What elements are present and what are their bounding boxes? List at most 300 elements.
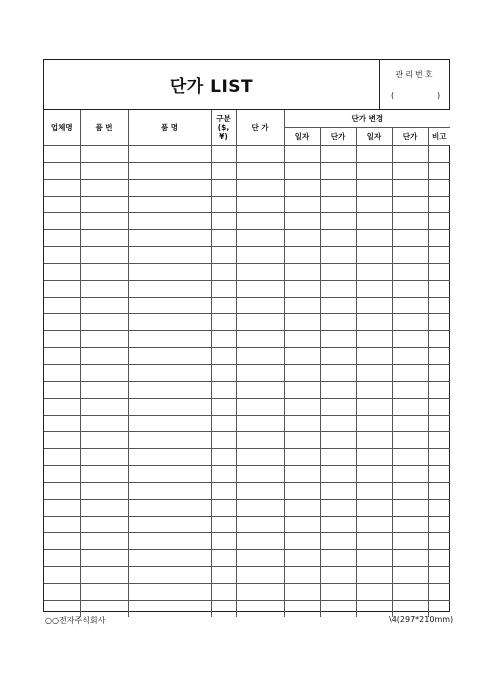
table-cell[interactable] <box>284 398 320 415</box>
table-cell[interactable] <box>128 331 211 348</box>
table-cell[interactable] <box>392 466 428 483</box>
table-cell[interactable] <box>211 263 236 280</box>
table-cell[interactable] <box>392 567 428 584</box>
table-cell[interactable] <box>428 179 450 196</box>
table-cell[interactable] <box>236 162 284 179</box>
table-cell[interactable] <box>428 348 450 365</box>
table-cell[interactable] <box>284 449 320 466</box>
table-cell[interactable] <box>320 499 356 516</box>
table-cell[interactable] <box>236 381 284 398</box>
table-cell[interactable] <box>320 449 356 466</box>
table-cell[interactable] <box>428 331 450 348</box>
table-cell[interactable] <box>356 314 392 331</box>
table-cell[interactable] <box>128 179 211 196</box>
table-cell[interactable] <box>320 230 356 247</box>
table-cell[interactable] <box>284 482 320 499</box>
table-cell[interactable] <box>284 466 320 483</box>
table-row <box>44 297 450 314</box>
table-cell[interactable] <box>211 331 236 348</box>
table-cell[interactable] <box>80 466 128 483</box>
table-cell[interactable] <box>392 449 428 466</box>
table-cell[interactable] <box>236 415 284 432</box>
table-cell[interactable] <box>211 499 236 516</box>
table-cell[interactable] <box>320 533 356 550</box>
table-cell[interactable] <box>128 348 211 365</box>
table-cell[interactable] <box>428 280 450 297</box>
table-cell[interactable] <box>236 314 284 331</box>
table-cell[interactable] <box>236 466 284 483</box>
table-cell[interactable] <box>128 583 211 600</box>
table-cell[interactable] <box>128 213 211 230</box>
table-row <box>44 314 450 331</box>
table-cell[interactable] <box>44 364 80 381</box>
table-cell[interactable] <box>211 432 236 449</box>
table-cell[interactable] <box>320 331 356 348</box>
table-cell[interactable] <box>44 213 80 230</box>
table-cell[interactable] <box>392 348 428 365</box>
table-cell[interactable] <box>128 280 211 297</box>
table-cell[interactable] <box>44 179 80 196</box>
table-cell[interactable] <box>428 583 450 600</box>
table-cell[interactable] <box>392 432 428 449</box>
table-cell[interactable] <box>236 297 284 314</box>
table-cell[interactable] <box>80 567 128 584</box>
table-cell[interactable] <box>128 449 211 466</box>
table-cell[interactable] <box>211 449 236 466</box>
table-cell[interactable] <box>284 499 320 516</box>
table-cell[interactable] <box>356 213 392 230</box>
table-cell[interactable] <box>320 600 356 616</box>
table-cell[interactable] <box>392 213 428 230</box>
table-cell[interactable] <box>44 398 80 415</box>
table-cell[interactable] <box>80 482 128 499</box>
table-cell[interactable] <box>211 533 236 550</box>
table-cell[interactable] <box>211 297 236 314</box>
table-cell[interactable] <box>284 432 320 449</box>
table-cell[interactable] <box>392 381 428 398</box>
table-cell[interactable] <box>80 364 128 381</box>
table-cell[interactable] <box>284 146 320 163</box>
table-cell[interactable] <box>356 280 392 297</box>
price-table-body <box>44 146 450 617</box>
table-cell[interactable] <box>320 179 356 196</box>
table-cell[interactable] <box>128 415 211 432</box>
table-cell[interactable] <box>284 567 320 584</box>
table-cell[interactable] <box>320 482 356 499</box>
table-cell[interactable] <box>80 230 128 247</box>
table-cell[interactable] <box>128 499 211 516</box>
table-cell[interactable] <box>128 550 211 567</box>
table-cell[interactable] <box>428 533 450 550</box>
table-cell[interactable] <box>392 280 428 297</box>
table-cell[interactable] <box>236 516 284 533</box>
table-cell[interactable] <box>320 297 356 314</box>
table-cell[interactable] <box>356 230 392 247</box>
table-cell[interactable] <box>356 550 392 567</box>
table-cell[interactable] <box>428 196 450 213</box>
table-cell[interactable] <box>80 162 128 179</box>
table-cell[interactable] <box>284 348 320 365</box>
table-cell[interactable] <box>128 146 211 163</box>
table-cell[interactable] <box>44 482 80 499</box>
table-cell[interactable] <box>428 381 450 398</box>
table-cell[interactable] <box>211 466 236 483</box>
table-cell[interactable] <box>356 600 392 616</box>
table-cell[interactable] <box>44 415 80 432</box>
table-cell[interactable] <box>236 364 284 381</box>
table-cell[interactable] <box>356 583 392 600</box>
table-cell[interactable] <box>320 213 356 230</box>
table-cell[interactable] <box>284 550 320 567</box>
table-row <box>44 179 450 196</box>
table-cell[interactable] <box>428 550 450 567</box>
table-cell[interactable] <box>80 196 128 213</box>
table-cell[interactable] <box>428 263 450 280</box>
table-cell[interactable] <box>44 516 80 533</box>
table-cell[interactable] <box>128 263 211 280</box>
table-cell[interactable] <box>80 146 128 163</box>
table-cell[interactable] <box>236 583 284 600</box>
table-cell[interactable] <box>284 247 320 264</box>
table-cell[interactable] <box>392 314 428 331</box>
table-cell[interactable] <box>320 466 356 483</box>
table-cell[interactable] <box>236 247 284 264</box>
table-cell[interactable] <box>392 516 428 533</box>
table-cell[interactable] <box>80 432 128 449</box>
table-row <box>44 516 450 533</box>
table-cell[interactable] <box>284 331 320 348</box>
table-cell[interactable] <box>428 432 450 449</box>
table-cell[interactable] <box>236 550 284 567</box>
table-cell[interactable] <box>211 348 236 365</box>
table-cell[interactable] <box>44 162 80 179</box>
table-cell[interactable] <box>356 398 392 415</box>
table-row <box>44 280 450 297</box>
table-cell[interactable] <box>320 432 356 449</box>
table-cell[interactable] <box>428 567 450 584</box>
table-cell[interactable] <box>80 533 128 550</box>
table-cell[interactable] <box>128 297 211 314</box>
table-row <box>44 348 450 365</box>
table-cell[interactable] <box>236 533 284 550</box>
table-cell[interactable] <box>211 146 236 163</box>
table-cell[interactable] <box>80 213 128 230</box>
table-cell[interactable] <box>320 162 356 179</box>
table-cell[interactable] <box>44 550 80 567</box>
table-cell[interactable] <box>356 162 392 179</box>
table-cell[interactable] <box>428 213 450 230</box>
table-cell[interactable] <box>80 516 128 533</box>
table-cell[interactable] <box>320 516 356 533</box>
table-cell[interactable] <box>356 196 392 213</box>
table-cell[interactable] <box>320 146 356 163</box>
table-cell[interactable] <box>80 348 128 365</box>
table-cell[interactable] <box>236 263 284 280</box>
table-cell[interactable] <box>236 567 284 584</box>
table-cell[interactable] <box>392 398 428 415</box>
table-cell[interactable] <box>428 364 450 381</box>
table-cell[interactable] <box>356 415 392 432</box>
table-cell[interactable] <box>44 230 80 247</box>
table-cell[interactable] <box>392 162 428 179</box>
footer-company-name: ○○전자주식회사 <box>45 616 106 625</box>
table-cell[interactable] <box>284 381 320 398</box>
table-cell[interactable] <box>284 280 320 297</box>
table-cell[interactable] <box>128 364 211 381</box>
table-cell[interactable] <box>392 230 428 247</box>
table-cell[interactable] <box>428 314 450 331</box>
table-cell[interactable] <box>284 179 320 196</box>
table-cell[interactable] <box>80 314 128 331</box>
table-cell[interactable] <box>284 297 320 314</box>
table-cell[interactable] <box>392 247 428 264</box>
title-row <box>44 60 449 110</box>
table-cell[interactable] <box>392 533 428 550</box>
table-cell[interactable] <box>392 550 428 567</box>
table-cell[interactable] <box>211 247 236 264</box>
table-cell[interactable] <box>128 230 211 247</box>
table-cell[interactable] <box>211 398 236 415</box>
table-cell[interactable] <box>428 146 450 163</box>
table-cell[interactable] <box>44 280 80 297</box>
table-cell[interactable] <box>44 449 80 466</box>
table-cell[interactable] <box>284 162 320 179</box>
header-part-name: 품 명 <box>128 110 211 146</box>
table-cell[interactable] <box>128 533 211 550</box>
table-cell[interactable] <box>211 196 236 213</box>
table-cell[interactable] <box>320 196 356 213</box>
table-cell[interactable] <box>44 331 80 348</box>
table-cell[interactable] <box>128 600 211 616</box>
table-cell[interactable] <box>211 364 236 381</box>
table-cell[interactable] <box>428 162 450 179</box>
table-cell[interactable] <box>44 247 80 264</box>
table-cell[interactable] <box>428 297 450 314</box>
table-cell[interactable] <box>428 466 450 483</box>
table-cell[interactable] <box>80 583 128 600</box>
table-cell[interactable] <box>320 247 356 264</box>
table-cell[interactable] <box>128 162 211 179</box>
table-cell[interactable] <box>284 263 320 280</box>
table-cell[interactable] <box>80 263 128 280</box>
table-cell[interactable] <box>284 364 320 381</box>
table-cell[interactable] <box>392 297 428 314</box>
table-cell[interactable] <box>392 146 428 163</box>
table-cell[interactable] <box>320 280 356 297</box>
table-cell[interactable] <box>44 533 80 550</box>
table-cell[interactable] <box>236 331 284 348</box>
table-cell[interactable] <box>44 432 80 449</box>
table-cell[interactable] <box>320 364 356 381</box>
table-cell[interactable] <box>211 516 236 533</box>
table-cell[interactable] <box>320 348 356 365</box>
table-cell[interactable] <box>392 364 428 381</box>
header-unit-price: 단 가 <box>236 110 284 146</box>
table-cell[interactable] <box>211 381 236 398</box>
table-cell[interactable] <box>392 331 428 348</box>
table-cell[interactable] <box>80 449 128 466</box>
table-cell[interactable] <box>44 381 80 398</box>
table-cell[interactable] <box>428 247 450 264</box>
table-row <box>44 432 450 449</box>
table-cell[interactable] <box>128 314 211 331</box>
table-cell[interactable] <box>392 263 428 280</box>
table-cell[interactable] <box>428 398 450 415</box>
table-cell[interactable] <box>320 550 356 567</box>
table-cell[interactable] <box>284 213 320 230</box>
table-cell[interactable] <box>356 466 392 483</box>
table-cell[interactable] <box>44 263 80 280</box>
header-change-price-2: 단가 <box>392 128 428 146</box>
table-cell[interactable] <box>80 331 128 348</box>
table-cell[interactable] <box>356 449 392 466</box>
table-cell[interactable] <box>236 196 284 213</box>
table-cell[interactable] <box>392 583 428 600</box>
table-cell[interactable] <box>211 179 236 196</box>
header-vendor: 업체명 <box>44 110 80 146</box>
table-cell[interactable] <box>356 348 392 365</box>
table-row <box>44 533 450 550</box>
table-cell[interactable] <box>356 297 392 314</box>
table-cell[interactable] <box>392 499 428 516</box>
table-cell[interactable] <box>428 482 450 499</box>
table-row <box>44 449 450 466</box>
table-cell[interactable] <box>80 415 128 432</box>
table-cell[interactable] <box>128 247 211 264</box>
table-cell[interactable] <box>211 550 236 567</box>
table-cell[interactable] <box>211 162 236 179</box>
table-cell[interactable] <box>44 146 80 163</box>
table-cell[interactable] <box>44 499 80 516</box>
table-cell[interactable] <box>320 381 356 398</box>
header-price-change: 단가 변경 <box>284 110 450 128</box>
table-cell[interactable] <box>392 482 428 499</box>
table-cell[interactable] <box>236 432 284 449</box>
table-cell[interactable] <box>356 381 392 398</box>
table-cell[interactable] <box>356 146 392 163</box>
table-cell[interactable] <box>44 348 80 365</box>
table-cell[interactable] <box>284 516 320 533</box>
table-cell[interactable] <box>44 196 80 213</box>
table-cell[interactable] <box>284 533 320 550</box>
table-cell[interactable] <box>320 583 356 600</box>
table-cell[interactable] <box>284 600 320 616</box>
table-cell[interactable] <box>211 583 236 600</box>
table-cell[interactable] <box>80 280 128 297</box>
table-cell[interactable] <box>211 482 236 499</box>
table-cell[interactable] <box>284 314 320 331</box>
table-cell[interactable] <box>356 516 392 533</box>
table-cell[interactable] <box>128 466 211 483</box>
table-cell[interactable] <box>211 213 236 230</box>
table-cell[interactable] <box>80 179 128 196</box>
table-cell[interactable] <box>80 398 128 415</box>
table-cell[interactable] <box>44 314 80 331</box>
table-cell[interactable] <box>284 230 320 247</box>
table-cell[interactable] <box>236 449 284 466</box>
table-cell[interactable] <box>392 196 428 213</box>
table-cell[interactable] <box>320 567 356 584</box>
table-cell[interactable] <box>428 415 450 432</box>
table-cell[interactable] <box>236 280 284 297</box>
table-cell[interactable] <box>356 331 392 348</box>
table-cell[interactable] <box>356 533 392 550</box>
table-cell[interactable] <box>211 230 236 247</box>
table-cell[interactable] <box>44 583 80 600</box>
table-cell[interactable] <box>284 583 320 600</box>
table-cell[interactable] <box>356 364 392 381</box>
table-cell[interactable] <box>428 230 450 247</box>
table-cell[interactable] <box>80 499 128 516</box>
header-change-date-2: 일자 <box>356 128 392 146</box>
table-cell[interactable] <box>211 314 236 331</box>
table-cell[interactable] <box>44 466 80 483</box>
table-row <box>44 398 450 415</box>
table-cell[interactable] <box>236 179 284 196</box>
table-cell[interactable] <box>236 146 284 163</box>
table-cell[interactable] <box>356 179 392 196</box>
table-cell[interactable] <box>211 567 236 584</box>
table-cell[interactable] <box>128 567 211 584</box>
table-cell[interactable] <box>356 567 392 584</box>
table-cell[interactable] <box>428 449 450 466</box>
table-cell[interactable] <box>44 567 80 584</box>
table-cell[interactable] <box>80 550 128 567</box>
table-cell[interactable] <box>211 600 236 616</box>
table-cell[interactable] <box>284 415 320 432</box>
table-cell[interactable] <box>320 263 356 280</box>
table-cell[interactable] <box>128 432 211 449</box>
table-cell[interactable] <box>211 280 236 297</box>
table-cell[interactable] <box>320 415 356 432</box>
table-cell[interactable] <box>236 482 284 499</box>
table-cell[interactable] <box>392 415 428 432</box>
table-cell[interactable] <box>428 516 450 533</box>
table-cell[interactable] <box>128 381 211 398</box>
table-cell[interactable] <box>356 263 392 280</box>
table-cell[interactable] <box>211 415 236 432</box>
table-cell[interactable] <box>80 297 128 314</box>
document-title: 단가 LIST <box>169 77 254 97</box>
table-cell[interactable] <box>128 196 211 213</box>
table-cell[interactable] <box>356 432 392 449</box>
table-cell[interactable] <box>392 179 428 196</box>
table-cell[interactable] <box>236 348 284 365</box>
table-cell[interactable] <box>128 482 211 499</box>
table-row <box>44 415 450 432</box>
table-cell[interactable] <box>128 398 211 415</box>
table-cell[interactable] <box>284 196 320 213</box>
table-cell[interactable] <box>236 398 284 415</box>
table-cell[interactable] <box>356 247 392 264</box>
table-cell[interactable] <box>320 398 356 415</box>
table-cell[interactable] <box>356 482 392 499</box>
management-number-box <box>379 60 450 109</box>
header-change-date-1: 일자 <box>284 128 320 146</box>
table-cell[interactable] <box>44 297 80 314</box>
table-cell[interactable] <box>80 381 128 398</box>
table-cell[interactable] <box>428 499 450 516</box>
table-cell[interactable] <box>80 247 128 264</box>
table-cell[interactable] <box>128 516 211 533</box>
table-cell[interactable] <box>236 499 284 516</box>
table-cell[interactable] <box>356 499 392 516</box>
table-cell[interactable] <box>320 314 356 331</box>
table-cell[interactable] <box>236 600 284 616</box>
header-currency-text: 구분 ($, ¥) <box>216 114 231 141</box>
table-cell[interactable] <box>236 230 284 247</box>
table-cell[interactable] <box>236 213 284 230</box>
